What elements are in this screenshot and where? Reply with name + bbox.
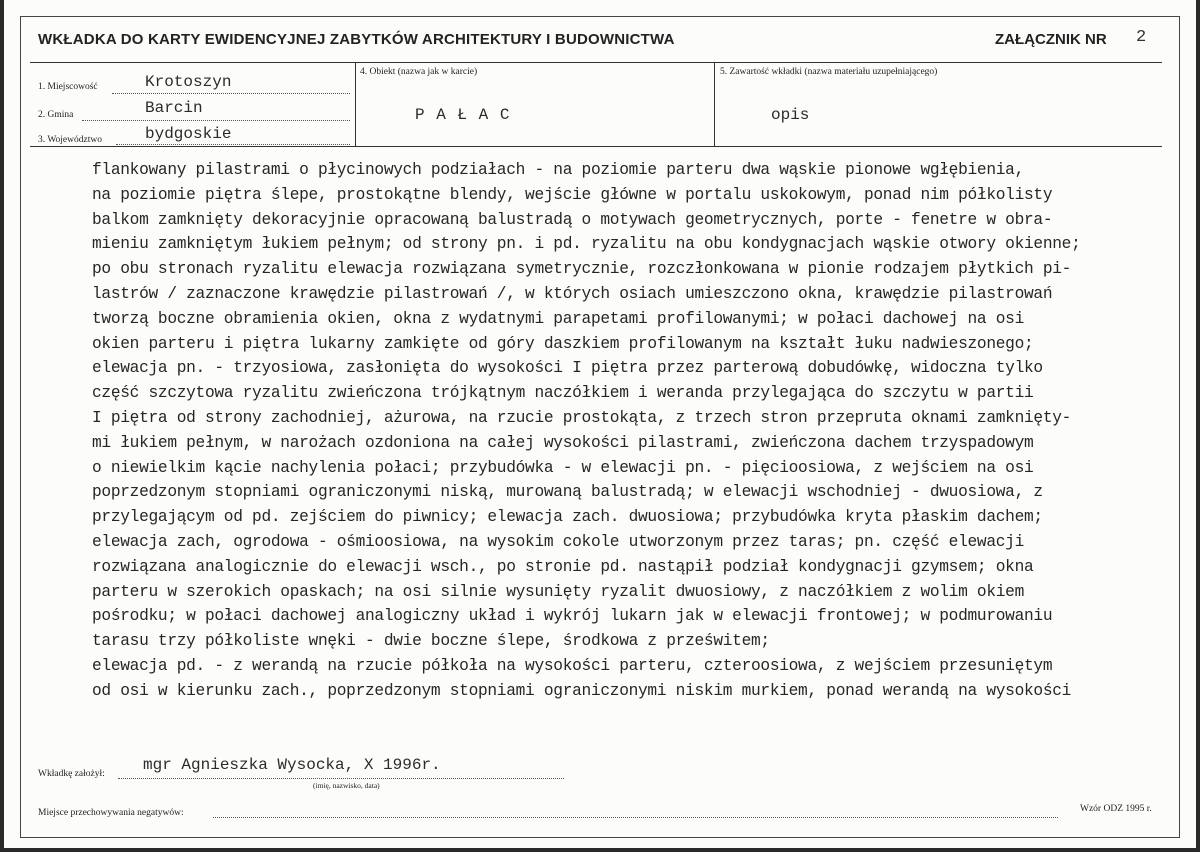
description-line: poprzedzonym stopniami ograniczonymi niską, murowaną balustradą; w elewacji wschodniej - dwuosiowa, z bbox=[92, 483, 1043, 502]
header-table-top-line bbox=[30, 62, 1162, 63]
description-line: po obu stronach ryzalitu elewacja rozwiązana symetrycznie, rozczłonkowana w pionie rodzajem płytkich pi- bbox=[92, 260, 1072, 279]
description-line: mi łukiem pełnym, w narożach ozdoniona na całej wysokości pilastrami, zwieńczona dachem trzyspadowym bbox=[92, 433, 1034, 452]
form-title: WKŁADKA DO KARTY EWIDENCYJNEJ ZABYTKÓW ARCHITEKTURY I BUDOWNICTWA bbox=[38, 31, 675, 48]
description-line: lastrów / zaznaczone krawędzie pilastrowań /, w których osiach umieszczono okna, krawędzie pilastrowań bbox=[92, 285, 1053, 303]
description-line: balkom zamknięty dekoracyjnie opracowaną balustradą o motywach geometrycznych, porte - fenetre w obra- bbox=[92, 210, 1053, 229]
miejscowosc-value: Krotoszyn bbox=[145, 73, 232, 91]
description-line: mieniu zamkniętym łukiem pełnym; od strony pn. i pd. ryzalitu na obu kondygnacjach wąskie otwory okienne; bbox=[92, 235, 1081, 254]
annex-label: ZAŁĄCZNIK NR bbox=[995, 31, 1107, 48]
description-line: pośrodku; w połaci dachowej analogiczny układ i wykrój lukarn jak w elewacji frontowej; w podmurowaniu bbox=[92, 607, 1053, 626]
description-line: przylegającym od pd. zejściem do piwnicy; elewacja zach. dwuosiowa; przybudówka kryta płaskim dachem; bbox=[92, 508, 1043, 527]
description-line: część szczytowa ryzalitu zwieńczona trójkątnym naczółkiem i weranda przylegająca do szczytu w partii bbox=[92, 384, 1034, 403]
wojewodztwo-dotline bbox=[116, 144, 350, 145]
description-line: parteru w szerokich opaskach; na osi silnie wysunięty ryzalit dwuosiowy, z naczółkiem z wolim okiem bbox=[92, 582, 1024, 601]
description-line: elewacja pn. - trzyosiowa, zasłonięta do wysokości I piętra przez parterową dobudówkę, widoczna tylko bbox=[92, 359, 1043, 378]
negatywy-dotline bbox=[213, 817, 1058, 818]
description-line: rozwiązana analogicznie do elewacji wsch., po stronie pd. nastąpił podział kondygnacji gzymsem; okna bbox=[92, 557, 1034, 576]
description-line: elewacja pd. - z werandą na rzucie półkoła na wysokości parteru, czteroosiowa, z wejściem przesuniętym bbox=[92, 657, 1053, 675]
obiekt-value: P A Ł A C bbox=[415, 106, 511, 124]
annex-number: 2 bbox=[1136, 28, 1147, 47]
scan-edge-right bbox=[1196, 0, 1200, 852]
miejscowosc-dotline bbox=[112, 93, 350, 94]
scan-edge-left bbox=[0, 0, 4, 852]
obiekt-label: 4. Obiekt (nazwa jak w karcie) bbox=[360, 67, 478, 77]
zalozyl-label: Wkładkę założył: bbox=[38, 769, 105, 779]
description-line: elewacja zach, ogrodowa - ośmioosiowa, na wysokim cokole utworzonym przez taras; pn. część elewacji bbox=[92, 533, 1024, 551]
description-line: na poziomie piętra ślepe, prostokątne blendy, wejście główne w portalu uskokowym, ponad nim półkolisty bbox=[92, 185, 1053, 204]
gmina-dotline bbox=[82, 120, 350, 121]
zalozyl-hint: (imię, nazwisko, data) bbox=[313, 781, 380, 790]
negatywy-label: Miejsce przechowywania negatywów: bbox=[38, 808, 184, 818]
header-table-divider-1 bbox=[355, 62, 356, 146]
scan-edge-bottom bbox=[0, 848, 1200, 852]
wzor-label: Wzór ODZ 1995 r. bbox=[1080, 804, 1152, 814]
wojewodztwo-label: 3. Województwo bbox=[38, 135, 102, 145]
description-line: tworzą boczne obramienia okien, okna z wydatnymi parapetami profilowanymi; w połaci dachowej na osi bbox=[92, 309, 1024, 328]
description-line: flankowany pilastrami o płycinowych podziałach - na poziomie parteru dwa wąskie pionowe wgłębienia, bbox=[92, 161, 1024, 179]
zawartosc-label: 5. Zawartość wkładki (nazwa materiału uzupełniającego) bbox=[720, 67, 938, 77]
description-line: o niewielkim kącie nachylenia połaci; przybudówka - w elewacji pn. - pięcioosiowa, z wejściem na osi bbox=[92, 458, 1034, 477]
description-line: tarasu trzy półkoliste wnęki - dwie boczne ślepe, środkowa z prześwitem; bbox=[92, 632, 770, 651]
gmina-value: Barcin bbox=[145, 99, 203, 117]
gmina-label: 2. Gmina bbox=[38, 110, 74, 120]
header-table-bottom-line bbox=[30, 146, 1162, 147]
zawartosc-value: opis bbox=[771, 106, 810, 124]
description-line: od osi w kierunku zach., poprzedzonym stopniami ograniczonymi niskim murkiem, ponad werandą na wysokości bbox=[92, 681, 1072, 700]
wojewodztwo-value: bydgoskie bbox=[145, 125, 232, 143]
miejscowosc-label: 1. Miejscowość bbox=[38, 82, 98, 92]
zalozyl-value: mgr Agnieszka Wysocka, X 1996r. bbox=[143, 756, 441, 774]
header-table-divider-2 bbox=[714, 62, 715, 146]
description-line: okien parteru i piętra lukarny zamkięte od góry daszkiem profilowanym na kształt łuku nadwieszonego; bbox=[92, 334, 1034, 353]
description-line: I piętra od strony zachodniej, ażurowa, na rzucie prostokąta, z trzech stron przepruta oknami zamknięty- bbox=[92, 409, 1072, 427]
zalozyl-dotline bbox=[118, 778, 564, 779]
